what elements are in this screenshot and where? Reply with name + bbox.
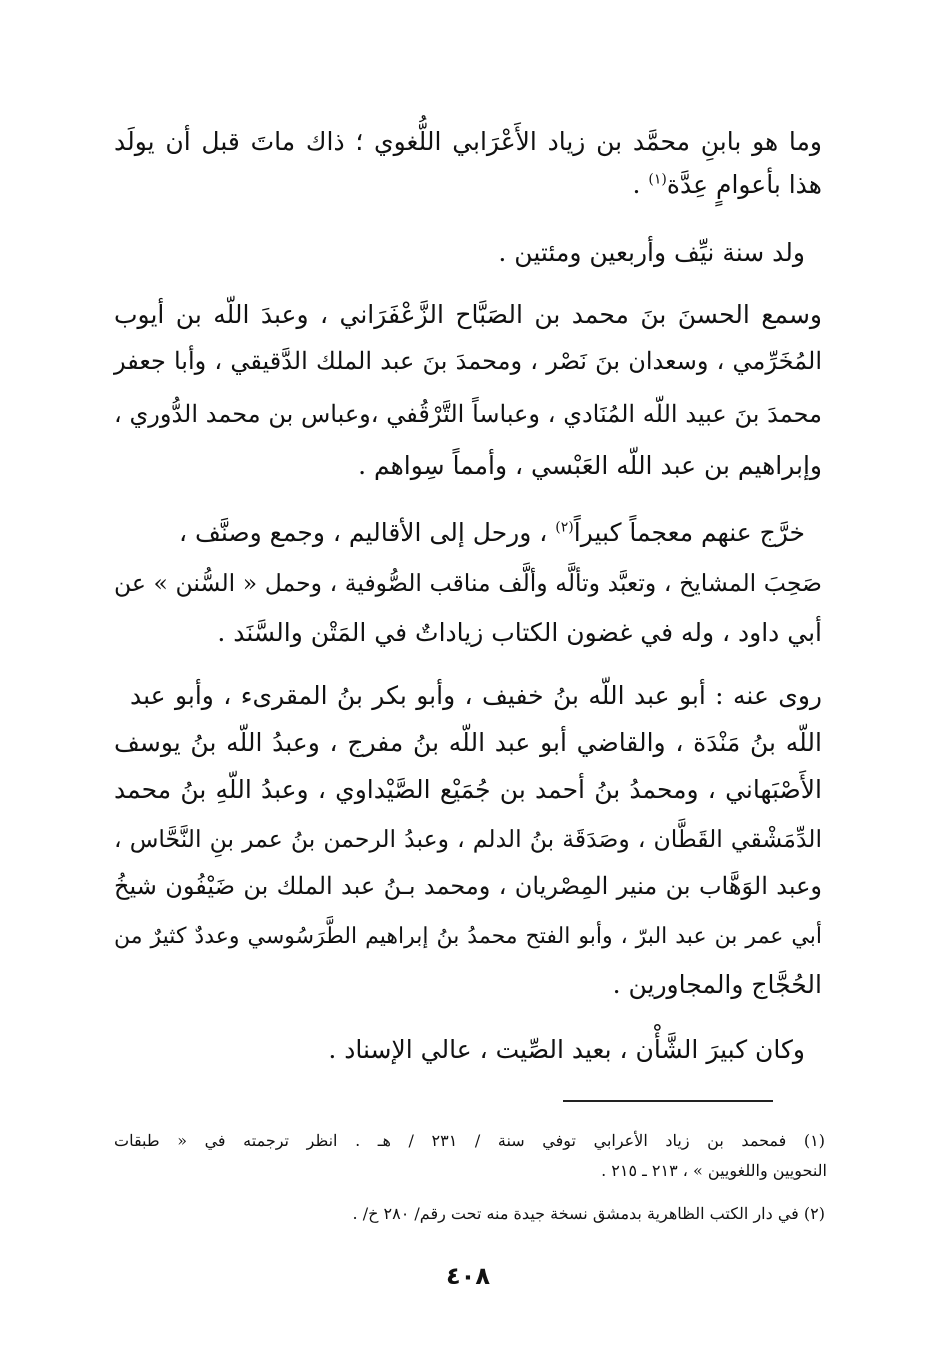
footnote-line: (١) فمحمد بن زياد الأعرابي توفي سنة / ٢٣١ / هـ . انظر ترجمته في « طبقات: [114, 1131, 825, 1150]
text-line: أبي داود ، وله في غضون الكتاب زياداتٌ في المَتْن والسَّنَد .: [217, 618, 822, 647]
text-line: الحُجَّاج والمجاورين .: [612, 970, 822, 999]
text-line: وكان كبيرَ الشَّأْن ، بعيد الصِّيت ، عالي الإسناد .: [328, 1035, 805, 1064]
text-line: [97, 513, 805, 553]
text-line: محمدَ بنَ عبيد اللّه المُنَادي ، وعباساً التَّرْقُفي ،وعباس بن محمد الدُّوري ،: [114, 400, 822, 428]
text-line: وإبراهيم بن عبد اللّه العَبْسي ، وأمماً سِواهم .: [358, 451, 822, 480]
text-line: أبي عمر بن عبد البرّ ، وأبو الفتح محمدُ بنُ إبراهيم الطَّرَسُوسي وعددٌ كثيرٌ من: [114, 924, 822, 949]
text-line: وما هو بابنِ محمَّد بن زياد الأَعْرَابي اللُّغوي ؛ ذاك ماتَ قبل أن يولَد: [114, 127, 823, 156]
text-line: اللّه بنُ مَنْدَة ، والقاضي أبو عبد اللّه بنُ مفرج ، وعبدُ اللّه بنُ يوسف: [114, 728, 822, 757]
text-segment: خرَّج عنهم معجماً كبيراً: [573, 518, 805, 547]
footnote-marker: (٢): [555, 519, 574, 536]
text-segment: هذا بأعوامٍ عِدَّة: [666, 170, 822, 199]
text-line: [114, 165, 822, 205]
text-line: ولد سنة نيِّف وأربعين ومئتين .: [498, 238, 805, 267]
text-line: المُخَرِّمي ، وسعدان بنَ نَصْر ، ومحمدَ بنَ عبد الملك الدَّقيقي ، وأبا جعفر: [114, 347, 822, 375]
footnote-separator: [563, 1100, 773, 1102]
footnote-line: (٢) في دار الكتب الظاهرية بدمشق نسخة جيدة منه تحت رقم/ ٢٨٠ خ/ .: [352, 1204, 825, 1223]
text-line: صَحِبَ المشايخ ، وتعبَّد وتألَّه وألَّف مناقب الصُّوفية ، وحمل « السُّنن » عن: [114, 569, 822, 597]
text-segment: .: [632, 170, 649, 199]
text-segment: ، ورحل إلى الأقاليم ، وجمع وصنَّف ،: [178, 518, 556, 547]
text-line: وعبد الوَهَّاب بن منير المِصْريان ، ومحمد بـنُ عبد الملك بن ضَيْفُون شيخُ: [114, 872, 822, 900]
page-number: ٤٠٨: [446, 1262, 490, 1290]
text-line: الأَصْبَهاني ، ومحمدُ بنُ أحمد بن جُمَيْع الصَّيْداوي ، وعبدُ اللّهِ بنُ محمد: [114, 775, 822, 804]
text-line: الدِّمَشْقي القَطَّان ، وصَدَقَة بنُ الدلم ، وعبدُ الرحمن بنُ عمر بنِ النَّحَّاس ،: [114, 825, 822, 853]
footnote-line: النحويين واللغويين » ، ٢١٣ ـ ٢١٥ .: [601, 1161, 827, 1180]
text-line: وسمع الحسنَ بنَ محمد بن الصَبَّاح الزَّعْفَرَاني ، وعبدَ اللّه بن أيوب: [114, 300, 822, 329]
footnote-marker: (١): [648, 171, 667, 188]
text-line: روى عنه : أبو عبد اللّه بنُ خفيف ، وأبو بكر بنُ المقرىء ، وأبو عبد: [130, 681, 822, 710]
